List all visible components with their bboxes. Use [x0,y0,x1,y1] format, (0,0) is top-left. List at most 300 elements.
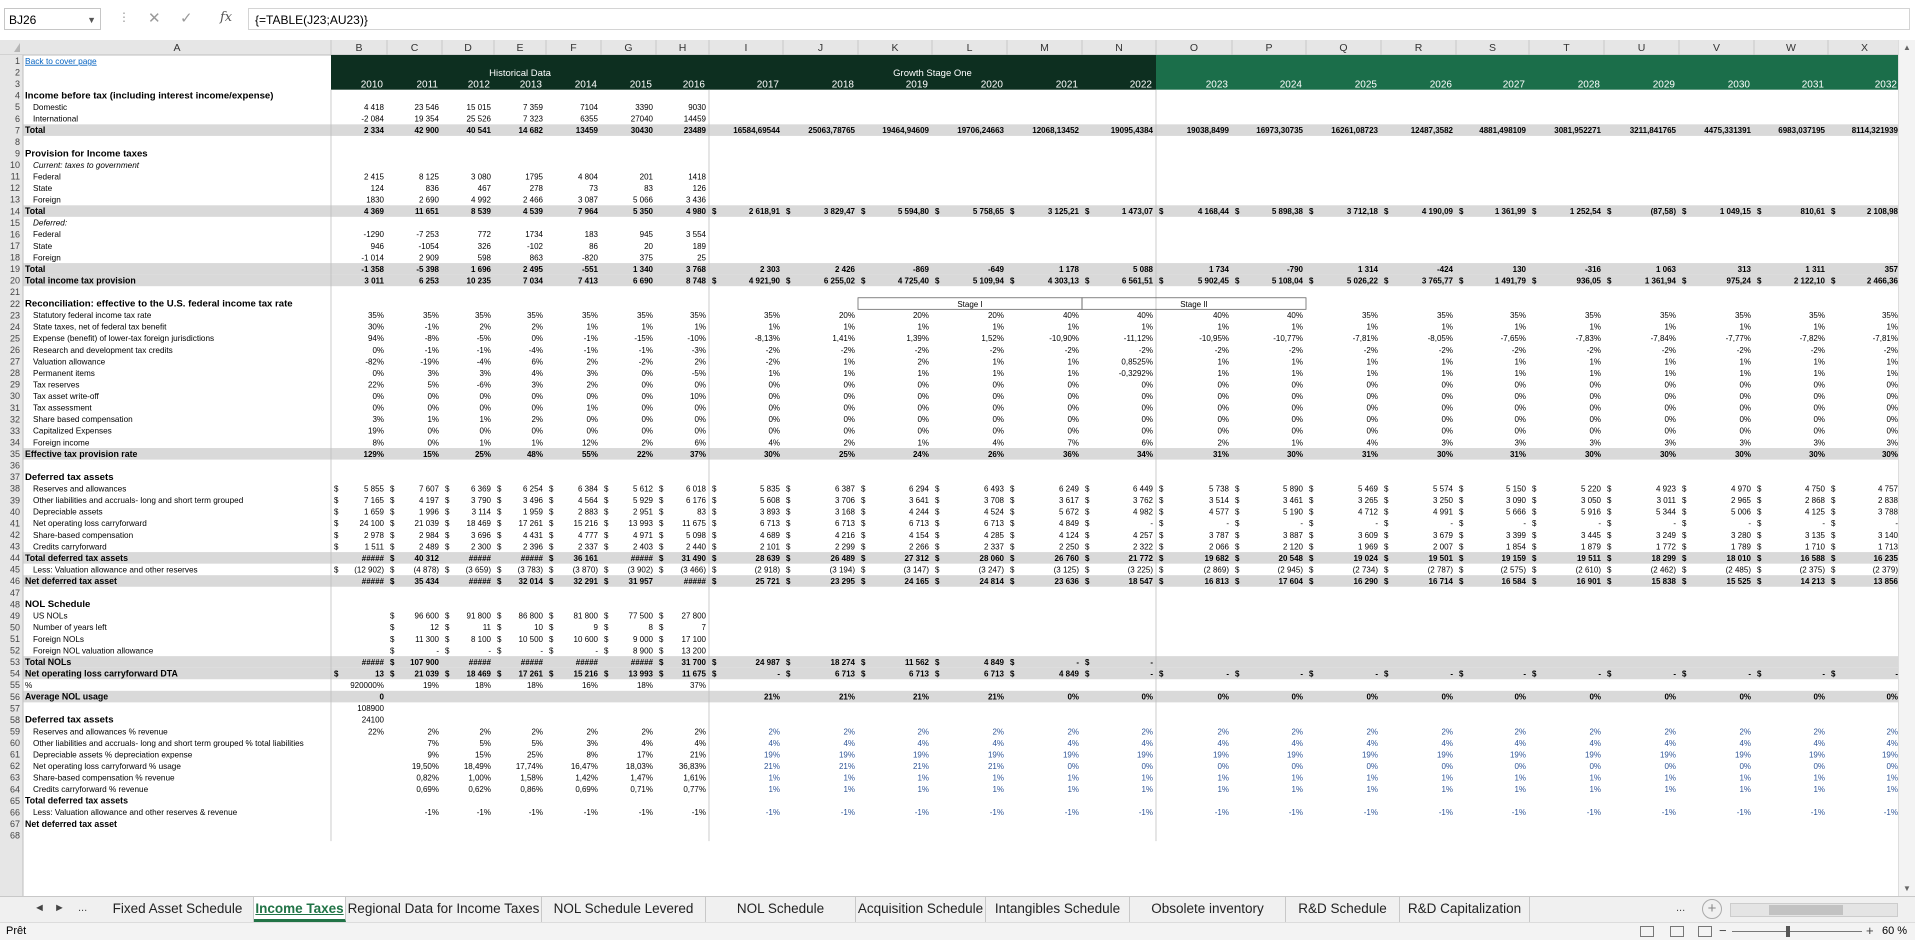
cell-value: 19% [1286,750,1303,760]
column-header-l[interactable]: L [966,42,973,54]
cell-value: 0% [372,345,384,355]
column-header-p[interactable]: P [1265,42,1273,54]
cell-value: 1% [1217,357,1229,367]
cell-value: 4 849 [1058,519,1079,529]
column-header-d[interactable]: D [464,42,472,54]
cell-value: 4 303,13 [1047,276,1079,286]
cell-value: 1% [1291,438,1303,448]
cell-value: 1,52% [981,334,1004,344]
currency-symbol: $ [659,611,664,621]
cell-value: 11 675 [681,669,706,679]
cell-value: 6 493 [983,484,1004,494]
zoom-slider-thumb[interactable] [1786,926,1790,937]
cell-value: 2 690 [418,195,439,205]
cell-value: -1% [989,808,1004,818]
cell-value: 26% [987,449,1004,459]
cell-value: 0% [1217,392,1229,402]
currency-symbol: $ [1309,276,1314,286]
cell-value: 4 154 [908,530,929,540]
column-header-m[interactable]: M [1040,42,1049,54]
cell-value: 5 902,45 [1197,276,1229,286]
cell-value: 4% [641,738,653,748]
cell-value: 2% [1217,727,1229,737]
row-header-21[interactable]: 21 [9,287,20,298]
currency-symbol: $ [1235,507,1240,517]
cell-value: -1% [1810,808,1825,818]
row-header-31[interactable]: 31 [9,402,20,413]
row-header-36[interactable]: 36 [9,460,20,471]
currency-symbol: $ [935,553,940,563]
column-header-x[interactable]: X [1860,42,1869,54]
row-label: Income before tax (including interest income/expense) [25,90,274,102]
row-header-18[interactable]: 18 [9,252,20,263]
scroll-down-icon[interactable]: ▼ [1903,884,1911,893]
cell-value: 1% [479,415,491,425]
cell-value: 16 588 [1800,553,1825,563]
spreadsheet-grid[interactable] [0,40,1898,896]
cell-value: 3 135 [1804,530,1825,540]
sheet-tab-obsolete-inventory-reserve[interactable]: Obsolete inventory [1130,897,1286,922]
currency-symbol: $ [1607,484,1612,494]
row-header-16[interactable]: 16 [9,229,20,240]
cell-value: -0,3292% [1118,368,1153,378]
close-icon[interactable]: ✕ [148,10,161,27]
sheet-tab-intangibles-schedule[interactable]: Intangibles Schedule [986,897,1130,922]
cell-value: 3 829,47 [823,207,855,217]
sheet-tab-acquisition-schedule[interactable]: Acquisition Schedule [856,897,986,922]
cell-value: -1% [1438,808,1453,818]
row-header-59[interactable]: 59 [9,726,20,737]
column-header-h[interactable]: H [678,42,687,54]
cell-value: -2% [840,345,855,355]
tab-next-icon[interactable]: ► [54,902,65,914]
row-label: Foreign NOL valuation allowance [33,646,154,656]
cell-value: 4 804 [577,172,598,182]
status-bar [0,922,1915,940]
cell-value: 2 337 [983,542,1004,552]
cell-value: 598 [477,253,491,263]
row-header-28[interactable]: 28 [9,368,20,379]
currency-symbol: $ [861,553,866,563]
row-header-11[interactable]: 11 [10,171,20,182]
currency-symbol: $ [334,496,339,506]
cell-value: 6 713 [759,519,780,529]
row-header-30[interactable]: 30 [9,391,20,402]
cell-value: 0,62% [468,785,491,795]
column-header-u[interactable]: U [1637,42,1646,54]
cell-value: 21% [838,761,855,771]
cell-value: 0% [1217,380,1229,390]
row-header-25[interactable]: 25 [9,333,20,344]
zoom-out-icon[interactable]: − [1719,923,1727,938]
cell-value: 3% [586,738,598,748]
cell-value: 2% [768,727,780,737]
column-header-f[interactable]: F [570,42,577,54]
cell-value: 25% [838,449,855,459]
row-header-58[interactable]: 58 [9,714,20,725]
cell-value: 4% [694,738,706,748]
column-header-b[interactable]: B [355,42,363,54]
currency-symbol: $ [1682,553,1687,563]
currency-symbol: $ [390,577,395,586]
row-label: International [33,114,79,124]
currency-symbol: $ [659,657,664,667]
cell-value: 3 787 [1208,530,1229,540]
row-header-12[interactable]: 12 [9,183,20,194]
check-icon[interactable]: ✓ [180,10,193,27]
row-header-64[interactable]: 64 [9,784,20,795]
cell-value: 12068,13452 [1032,126,1079,136]
column-header-k[interactable]: K [891,42,899,54]
row-header-41[interactable]: 41 [9,518,20,529]
currency-symbol: $ [1459,276,1464,286]
cell-value: 1% [917,368,929,378]
cell-value: 17% [636,750,653,760]
cell-value: 3 090 [1505,496,1526,506]
back-to-cover-link[interactable]: Back to cover page [25,55,97,66]
cell-value: 5 108,04 [1271,276,1303,286]
cell-value: 0% [1664,426,1676,436]
cell-value: 0% [427,438,439,448]
row-header-23[interactable]: 23 [9,310,20,321]
column-header-s[interactable]: S [1488,42,1497,54]
row-header-29[interactable]: 29 [9,379,20,390]
currency-symbol: $ [1532,542,1537,552]
row-header-44[interactable]: 44 [9,553,20,564]
currency-symbol: $ [1384,565,1389,575]
cell-value: 1 311 [1805,264,1825,274]
row-header-49[interactable]: 49 [9,610,20,621]
row-header-34[interactable]: 34 [9,437,20,448]
page-layout-icon[interactable] [1670,926,1684,937]
column-header-v[interactable]: V [1712,42,1721,54]
cell-value: - [1598,519,1601,529]
cell-value: 1% [917,438,929,448]
column-header-e[interactable]: E [516,42,524,54]
currency-symbol: $ [659,623,664,633]
cell-value: 2% [1366,727,1378,737]
cell-value: ##### [468,553,491,563]
sheet-tab-nol-schedule-unlevered[interactable]: NOL Schedule [706,897,856,922]
row-header-48[interactable]: 48 [9,599,20,610]
vertical-scrollbar[interactable] [1898,40,1915,896]
row-header-61[interactable]: 61 [9,749,20,760]
column-header-o[interactable]: O [1189,42,1199,54]
cell-value: 0% [531,426,543,436]
cell-value: 0% [1886,380,1898,390]
cell-value: 1 879 [1580,542,1601,552]
page-break-icon[interactable] [1698,926,1712,937]
currency-symbol: $ [1532,496,1537,506]
cell-value: 0% [1886,761,1898,771]
cell-value: 0,8525% [1121,357,1153,367]
cell-value: 5 612 [632,484,653,494]
cell-value: 1 959 [522,507,543,517]
cell-value: -424 [1436,264,1453,274]
currency-symbol: $ [1682,519,1687,529]
row-header-45[interactable]: 45 [9,564,20,575]
sheet-tab-r-d-schedule[interactable]: R&D Schedule [1286,897,1400,922]
cell-value: 5 666 [1505,507,1526,517]
currency-symbol: $ [712,207,717,217]
tab-prev-icon[interactable]: ◄ [34,902,45,914]
cell-value: 4 982 [1132,507,1153,517]
grid-canvas[interactable] [0,40,1898,896]
row-header-52[interactable]: 52 [9,645,20,656]
row-header-2[interactable]: 2 [14,67,20,78]
cell-value: 836 [425,183,439,193]
row-header-43[interactable]: 43 [9,541,20,552]
cell-value: 0% [1291,761,1303,771]
cell-value: 0% [1589,403,1601,413]
row-header-56[interactable]: 56 [9,691,20,702]
normal-view-icon[interactable] [1640,926,1654,937]
row-header-22[interactable]: 22 [9,298,20,309]
row-header-19[interactable]: 19 [9,264,20,275]
cell-value: 1% [1886,785,1898,795]
column-header-c[interactable]: C [410,42,419,54]
cell-value: 0% [1141,380,1153,390]
cell-value: 1% [1291,357,1303,367]
row-header-54[interactable]: 54 [9,668,20,679]
sheet-tab-nol-schedule-levered[interactable]: NOL Schedule Levered [542,897,706,922]
cell-value: 21% [763,692,780,702]
row-header-15[interactable]: 15 [9,217,20,228]
cell-value: 0% [1739,415,1751,425]
cell-value: 10% [689,392,706,402]
cell-value: 5% [427,380,439,390]
stage-one-label: Stage I [957,299,983,309]
year-label: 2015 [629,79,652,91]
tab-more-right-icon[interactable]: ... [1676,902,1686,914]
row-header-20[interactable]: 20 [9,275,20,286]
currency-symbol: $ [497,530,502,540]
currency-symbol: $ [935,484,940,494]
row-header-24[interactable]: 24 [9,321,20,332]
currency-symbol: $ [1235,276,1240,286]
cell-value: 19706,24663 [957,126,1004,136]
currency-symbol: $ [659,634,664,644]
row-header-39[interactable]: 39 [9,495,20,506]
row-header-66[interactable]: 66 [9,807,20,818]
currency-symbol: $ [1607,507,1612,517]
row-header-55[interactable]: 55 [9,680,20,691]
column-header-q[interactable]: Q [1339,42,1348,54]
cell-value: - [1748,669,1751,679]
row-header-53[interactable]: 53 [9,657,20,668]
sheet-tab-r-d-capitalization[interactable]: R&D Capitalization [1400,897,1530,922]
cell-value: 4 712 [1357,507,1378,517]
row-header-13[interactable]: 13 [9,194,20,205]
column-header-r[interactable]: R [1414,42,1423,54]
zoom-slider[interactable] [1732,931,1862,932]
row-header-40[interactable]: 40 [9,506,20,517]
stage-two-label: Stage II [1180,299,1208,309]
column-header-i[interactable]: I [744,42,748,54]
row-header-42[interactable]: 42 [9,529,20,540]
cell-value: 0% [1441,761,1453,771]
cell-value: 1% [1366,368,1378,378]
cell-value: -1% [1736,808,1751,818]
cell-value: 1% [917,773,929,783]
currency-symbol: $ [1532,669,1537,679]
row-header-26[interactable]: 26 [9,345,20,355]
row-header-46[interactable]: 46 [9,576,20,587]
stage-two-band [1156,55,1898,90]
column-header-w[interactable]: W [1786,42,1796,54]
cell-value: -82% [365,357,384,367]
cell-value: -2% [914,345,929,355]
cell-value: 6 018 [685,484,706,494]
cell-value: 2% [586,727,598,737]
row-header-33[interactable]: 33 [9,425,20,436]
row-header-47[interactable]: 47 [9,587,20,598]
cell-value: -2% [1138,345,1153,355]
row-header-4[interactable]: 4 [14,90,20,101]
column-header-t[interactable]: T [1563,42,1570,54]
row-header-65[interactable]: 65 [9,795,20,806]
fx-icon[interactable]: fx [220,10,233,25]
row-header-57[interactable]: 57 [9,703,20,714]
cell-value: 0,82% [416,773,439,783]
cell-value: -19% [420,357,439,367]
zoom-in-icon[interactable]: + [1866,923,1874,938]
currency-symbol: $ [712,519,717,529]
scroll-thumb[interactable] [1769,905,1843,915]
cell-value: 0% [1813,403,1825,413]
cell-value: 11 300 [415,634,439,644]
cell-value: 1% [768,322,780,332]
cell-value: 26 489 [830,553,855,563]
add-sheet-icon[interactable]: + [1702,899,1722,919]
currency-symbol: $ [1757,530,1762,540]
cell-value: 3 445 [1580,530,1601,540]
cell-value: 2% [641,727,653,737]
cell-value: 0% [1514,415,1526,425]
cell-value: 0% [1217,403,1229,413]
cell-value: 1,61% [683,773,706,783]
row-header-9[interactable]: 9 [14,148,20,159]
cell-value: 4 849 [983,657,1004,667]
column-header-n[interactable]: N [1115,42,1123,54]
year-label: 2025 [1354,79,1377,91]
row-header-62[interactable]: 62 [9,761,20,772]
currency-symbol: $ [1235,519,1240,529]
scroll-up-icon[interactable]: ▲ [1903,43,1911,52]
cell-value: 5 835 [759,484,780,494]
cell-value: 4 725,40 [897,276,929,286]
cell-value: 14 213 [1800,577,1825,586]
row-header-6[interactable]: 6 [14,113,20,124]
row-header-17[interactable]: 17 [9,240,20,251]
row-header-37[interactable]: 37 [9,472,20,483]
chevron-down-icon[interactable]: ▼ [87,15,96,25]
row-header-63[interactable]: 63 [9,772,20,783]
cell-value: 4% [1217,738,1229,748]
cell-value: 0% [843,403,855,413]
column-header-g[interactable]: G [624,42,633,54]
cell-value: 42 900 [414,126,439,136]
currency-symbol: $ [1159,484,1164,494]
cell-value: -1% [424,808,439,818]
currency-symbol: $ [712,507,717,517]
name-box[interactable] [4,8,101,30]
cell-value: -1% [528,808,543,818]
row-header-8[interactable]: 8 [14,136,20,147]
row-header-5[interactable]: 5 [14,102,20,113]
row-header-67[interactable]: 67 [9,818,20,829]
row-header-10[interactable]: 10 [9,160,20,171]
cell-value: 3 788 [1877,507,1898,517]
cell-value: -4% [528,345,543,355]
cell-value: 40 312 [414,553,439,563]
sheet-tab-fixed-asset-schedule[interactable]: Fixed Asset Schedule [102,897,254,922]
row-header-51[interactable]: 51 [9,634,20,644]
cell-value: 1% [1217,785,1229,795]
row-header-60[interactable]: 60 [9,738,20,749]
cell-value: 19% [1659,750,1676,760]
horizontal-scrollbar[interactable] [1730,903,1898,917]
cell-value: 19464,94609 [882,126,929,136]
cell-value: 8 100 [470,634,491,644]
cell-value: 4 750 [1804,484,1825,494]
year-label: 2023 [1205,79,1228,91]
cell-value: 23 636 [1054,577,1079,586]
cell-value: 0% [1217,692,1229,702]
column-header-a[interactable]: A [173,42,181,54]
row-header-35[interactable]: 35 [9,449,20,460]
cell-value: 1% [1141,322,1153,332]
formula-input[interactable] [248,8,1910,30]
currency-symbol: $ [1309,507,1314,517]
cell-value: ##### [361,553,384,563]
tab-more-icon[interactable]: ... [78,902,88,914]
row-header-27[interactable]: 27 [9,356,20,367]
currency-symbol: $ [1831,530,1836,540]
cell-value: - [1150,669,1153,679]
cell-value: 2% [694,727,706,737]
sheet-tab-regional-data-for-income-taxes[interactable]: Regional Data for Income Taxes [346,897,542,922]
column-header-j[interactable]: J [817,42,824,54]
cell-value: 4 190,09 [1421,207,1453,217]
cell-value: 2 415 [363,172,384,182]
cell-value: 5 898,38 [1271,207,1303,217]
row-header-7[interactable]: 7 [14,125,20,136]
cell-value: 0% [1514,380,1526,390]
cell-value: - [1375,519,1378,529]
currency-symbol: $ [445,496,450,506]
row-header-38[interactable]: 38 [9,483,20,494]
year-label: 2013 [519,79,542,91]
sheet-tab-income-taxes[interactable]: Income Taxes [254,897,346,922]
cell-value: 4 577 [1208,507,1229,517]
cell-value: 0% [1366,426,1378,436]
currency-symbol: $ [1309,565,1314,575]
cell-value: 8% [586,750,598,760]
row-header-68[interactable]: 68 [9,830,20,841]
cell-value: 19 354 [414,114,439,124]
cell-value: 0% [586,392,598,402]
row-header-32[interactable]: 32 [9,414,20,425]
row-header-14[interactable]: 14 [9,206,20,217]
row-header-1[interactable]: 1 [14,56,20,66]
cell-value: 0% [641,403,653,413]
row-header-3[interactable]: 3 [14,79,20,90]
cell-value: 27040 [630,114,653,124]
row-header-50[interactable]: 50 [9,622,20,633]
currency-symbol: $ [1159,496,1164,506]
cell-value: ##### [630,657,653,667]
